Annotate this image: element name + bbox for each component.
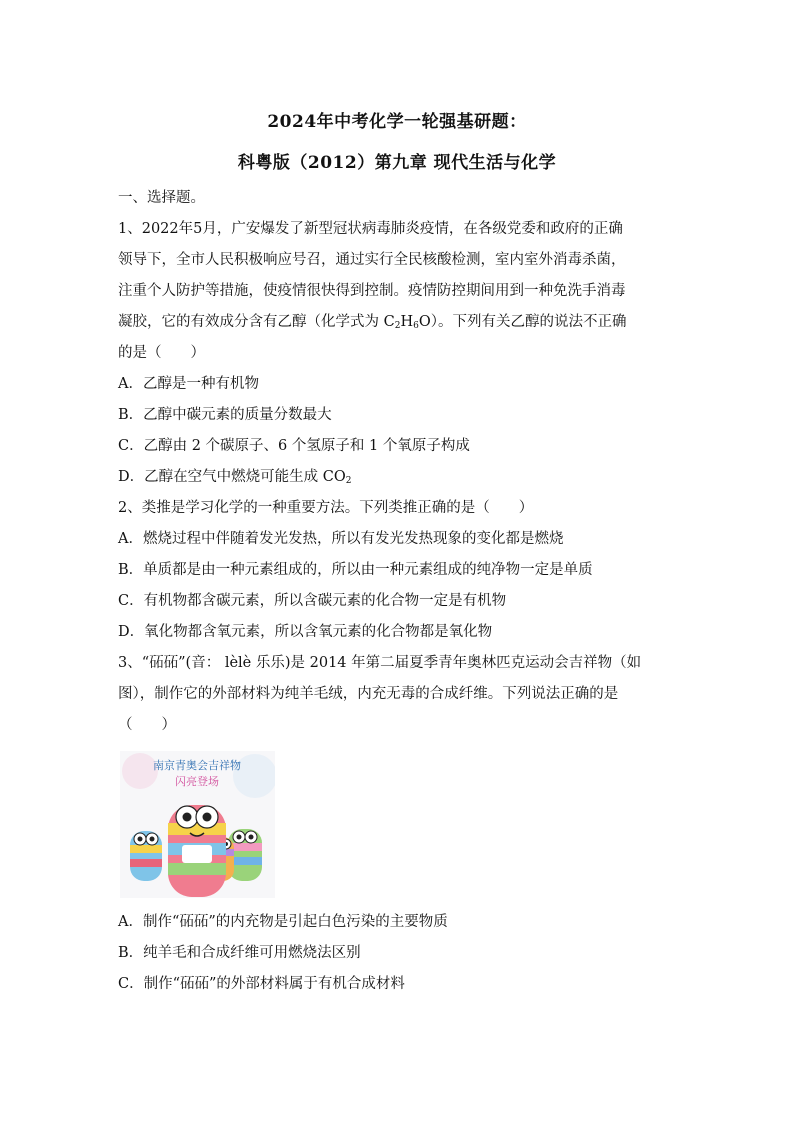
q3-stem-line-2: 图），制作它的外部材料为纯羊毛绒，内充无毒的合成纤维。下列说法正确的是 [118,686,619,702]
q1-option-b: B．乙醇中碳元素的质量分数最大 [118,407,332,423]
q2-option-c: C．有机物都含碳元素，所以含碳元素的化合物一定是有机物 [118,593,507,609]
q1-stem-line-2: 领导下，全市人民积极响应号召，通过实行全民核酸检测，室内室外消毒杀菌， [118,252,626,268]
section-heading: 一、选择题。 [118,190,205,206]
image-caption-2: 闪亮登场 [175,775,219,788]
q1-stem-line-3: 注重个人防护等措施，使疫情很快得到控制。疫情防控期间用到一种免洗手消毒 [118,283,626,299]
mascot-image [120,751,275,898]
q1-option-a: A．乙醇是一种有机物 [118,376,259,392]
q1-stem-line-4: 凝胶，它的有效成分含有乙醇（化学式为 $C_2H_6O$）。下列有关乙醇的说法不正确 [118,314,627,331]
q3-stem-line-1: 3、“砳砳”(音： lèlè 乐乐)是 2014 年第二届夏季青年奥林匹克运动会吉祥物（如 [118,655,642,671]
q1-stem-line-1: 1、2022年5月，广安爆发了新型冠状病毒肺炎疫情，在各级党委和政府的正确 [118,221,623,237]
image-caption: 南京青奥会吉祥物 [153,759,241,772]
mascot-illustration [120,751,275,898]
page-title: 2024年中考化学一轮强基研题： [267,112,527,132]
q3-option-b: B．纯羊毛和合成纤维可用燃烧法区别 [118,945,361,961]
q2-stem: 2、类推是学习化学的一种重要方法。下列类推正确的是（ ） [118,500,534,516]
q3-option-c: C．制作“砳砳”的外部材料属于有机合成材料 [118,976,405,992]
q1-option-d: D．乙醇在空气中燃烧可能生成 $CO_2$ [118,469,352,486]
q2-option-b: B．单质都是由一种元素组成的，所以由一种元素组成的纯净物一定是单质 [118,562,593,578]
q3-stem-line-3: （ ） [118,717,176,733]
q2-option-d: D．氧化物都含氧元素，所以含氧元素的化合物都是氧化物 [118,624,493,640]
q3-option-a: A．制作“砳砳”的内充物是引起白色污染的主要物质 [118,914,448,930]
q1-option-c: C．乙醇由 2 个碳原子、6 个氢原子和 1 个氧原子构成 [118,438,470,454]
q2-option-a: A．燃烧过程中伴随着发光发热，所以有发光发热现象的变化都是燃烧 [118,531,564,547]
page-subtitle: 科粤版（2012）第九章 现代生活与化学 [237,153,557,173]
q1-stem-line-5: 的是（ ） [118,345,205,361]
